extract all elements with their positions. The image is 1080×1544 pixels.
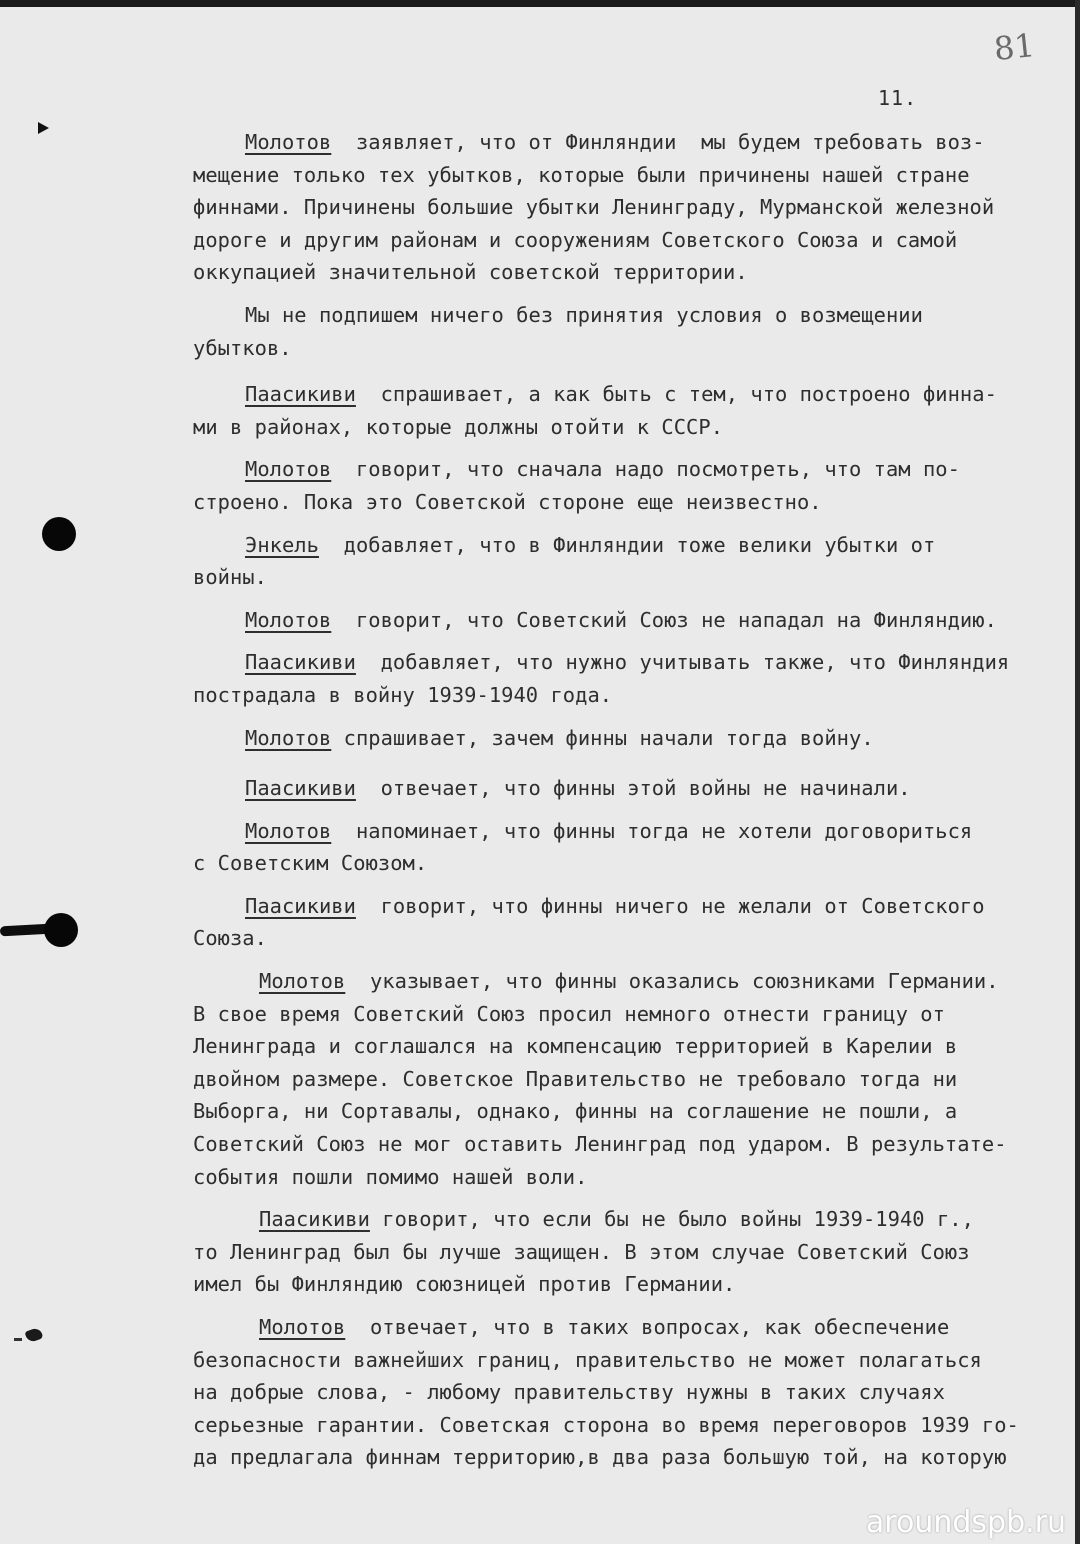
paragraph-gap xyxy=(193,594,1068,604)
line-text: двойном размере. Советское Правительство не требовало тогда ни xyxy=(193,1066,958,1091)
speaker-name: Молотов xyxy=(245,130,332,154)
site-watermark: aroundspb.ru xyxy=(865,1505,1066,1540)
text-line xyxy=(193,1236,1068,1269)
text-line xyxy=(193,378,1068,411)
text-line xyxy=(193,1095,1068,1128)
line-text: убытков. xyxy=(193,335,292,360)
paragraph-gap xyxy=(193,636,1068,646)
paragraph xyxy=(193,722,1068,755)
text-line xyxy=(193,679,1068,712)
text-line xyxy=(193,815,1068,848)
line-text: дороге и другим районам и сооружениям Советского Союза и самой xyxy=(193,227,958,252)
paragraph-gap xyxy=(193,712,1068,722)
text-line xyxy=(193,772,1068,805)
speaker-name: Паасикиви xyxy=(245,650,356,675)
text-line xyxy=(193,1203,1068,1236)
line-text: Выборга, ни Сортавалы, однако, финны на соглашение не пошли, а xyxy=(193,1099,958,1124)
line-text: войны. xyxy=(193,565,267,590)
line-text: с Советским Союзом. xyxy=(193,851,428,876)
line-text: говорит, что сначала надо посмотреть, что там по- xyxy=(331,457,960,482)
speaker-name: Молотов xyxy=(259,969,346,994)
text-line xyxy=(193,1409,1068,1442)
margin-ink-mark-tail xyxy=(14,1338,22,1341)
line-text: В свое время Советский Союз просил немного отнести границу от xyxy=(193,1001,945,1026)
text-line xyxy=(193,411,1068,444)
speaker-name: Молотов xyxy=(245,457,332,482)
paragraph xyxy=(193,529,1068,594)
text-line xyxy=(193,1161,1068,1194)
page-number: 11. xyxy=(878,86,918,110)
line-text: серьезные гарантии. Советская сторона во время переговоров 1939 го- xyxy=(193,1412,1019,1437)
text-line xyxy=(193,965,1068,998)
paragraph xyxy=(193,965,1068,1193)
text-line xyxy=(193,1441,1068,1474)
line-text: спрашивает, а как быть с тем, что построено финна- xyxy=(355,382,997,407)
line-text: да предлагала финнам территорию,в два раза большую той, на которую xyxy=(193,1445,1007,1470)
text-line xyxy=(193,646,1068,679)
line-text: имел бы Финляндию союзницей против Германии. xyxy=(193,1272,736,1297)
margin-tick-mark xyxy=(38,122,49,134)
text-line xyxy=(193,1268,1068,1301)
text-line xyxy=(193,604,1068,637)
paragraph-gap xyxy=(193,880,1068,890)
line-text: напоминает, что финны тогда не хотели договориться xyxy=(331,818,973,843)
paragraph-gap xyxy=(193,754,1068,772)
line-text: спрашивает, зачем финны начали тогда войну. xyxy=(331,725,874,750)
text-line xyxy=(193,299,1068,332)
speaker-name: Паасикиви xyxy=(259,1207,370,1232)
line-text: Советский Союз не мог оставить Ленинград под ударом. В результате- xyxy=(193,1132,1007,1157)
line-text: добавляет, что в Финляндии тоже велики убытки от xyxy=(318,532,936,557)
punch-hole-upper xyxy=(42,517,76,551)
text-line xyxy=(193,191,1068,224)
paragraph-gap xyxy=(193,364,1068,378)
paragraph-gap xyxy=(193,519,1068,529)
speaker-name: Паасикиви xyxy=(245,776,356,801)
scan-edge-top xyxy=(0,0,1080,7)
text-line xyxy=(193,1128,1068,1161)
speaker-name: Молотов xyxy=(245,818,332,843)
line-text: Мы не подпишем ничего без принятия условия о возмещении xyxy=(245,302,923,327)
text-line xyxy=(193,486,1068,519)
paragraph-gap xyxy=(193,1193,1068,1203)
speaker-name: Молотов xyxy=(245,725,332,750)
line-text: безопасности важнейших границ, правительство не может полагаться xyxy=(193,1347,982,1372)
margin-ink-mark xyxy=(24,1327,43,1344)
paragraph xyxy=(193,772,1068,805)
line-text: на добрые слова, - любому правительству нужны в таких случаях xyxy=(193,1380,945,1405)
text-line xyxy=(193,998,1068,1031)
line-text: финнами. Причинены большие убытки Ленинграду, Мурманской железной xyxy=(193,195,995,220)
line-text: заявляет, что от Финляндии мы будем требовать воз- xyxy=(331,130,985,154)
line-text: говорит, что если бы не было войны 1939-1940 г., xyxy=(369,1207,974,1232)
line-text: отвечает, что финны этой войны не начинали. xyxy=(355,776,911,801)
text-line xyxy=(193,1344,1068,1377)
text-line xyxy=(193,256,1068,289)
punch-hole-lower xyxy=(44,913,78,947)
speaker-name: Молотов xyxy=(259,1315,346,1339)
text-line xyxy=(193,847,1068,880)
line-text: то Ленинград был бы лучше защищен. В этом случае Советский Союз xyxy=(193,1239,970,1264)
line-text: говорит, что Советский Союз не нападал на Финляндию. xyxy=(331,607,997,632)
line-text: Союза. xyxy=(193,926,267,951)
paragraph-gap xyxy=(193,955,1068,965)
paragraph xyxy=(193,299,1068,364)
line-text: Ленинграда и соглашался на компенсацию территорией в Карелии в xyxy=(193,1034,958,1059)
paragraph xyxy=(193,378,1068,443)
paragraph xyxy=(193,1311,1068,1474)
text-line xyxy=(193,1376,1068,1409)
text-line xyxy=(193,1311,1068,1344)
line-text: добавляет, что нужно учитывать также, что Финляндия xyxy=(355,650,1010,675)
text-line xyxy=(193,332,1068,365)
paragraph xyxy=(193,604,1068,637)
text-line xyxy=(193,529,1068,562)
text-line xyxy=(193,453,1068,486)
paragraph xyxy=(193,1203,1068,1301)
paragraph-gap xyxy=(193,289,1068,299)
speaker-name: Молотов xyxy=(245,607,332,632)
line-text: ми в районах, которые должны отойти к СССР. xyxy=(193,414,724,439)
text-line xyxy=(193,561,1068,594)
line-text: отвечает, что в таких вопросах, как обеспечение xyxy=(345,1315,950,1339)
line-text: мещение только тех убытков, которые были причинены нашей стране xyxy=(193,162,970,187)
line-text: указывает, что финны оказались союзниками Германии. xyxy=(345,969,999,994)
speaker-name: Паасикиви xyxy=(245,382,356,407)
paragraph-gap xyxy=(193,443,1068,453)
text-line xyxy=(193,1030,1068,1063)
paragraph xyxy=(193,126,1068,289)
line-text: строено. Пока это Советской стороне еще неизвестно. xyxy=(193,489,822,514)
speaker-name: Энкель xyxy=(245,532,319,557)
paragraph-gap xyxy=(193,805,1068,815)
paragraph xyxy=(193,890,1068,955)
typewritten-text xyxy=(193,126,1068,1474)
paragraph xyxy=(193,815,1068,880)
paragraph-gap xyxy=(193,1301,1068,1311)
line-text: говорит, что финны ничего не желали от Советского xyxy=(355,893,985,918)
line-text: события пошли помимо нашей воли. xyxy=(193,1164,588,1189)
text-line xyxy=(193,1063,1068,1096)
paragraph xyxy=(193,646,1068,711)
text-line xyxy=(193,722,1068,755)
line-text: пострадала в войну 1939-1940 года. xyxy=(193,682,613,707)
text-line xyxy=(193,890,1068,923)
scan-edge-right xyxy=(1075,0,1080,1544)
line-text: оккупацией значительной советской территории. xyxy=(193,260,748,285)
text-line xyxy=(193,159,1068,192)
text-line xyxy=(193,224,1068,257)
paragraph xyxy=(193,453,1068,518)
archive-folio-mark: 81 xyxy=(992,25,1037,69)
text-line xyxy=(193,126,1068,159)
speaker-name: Паасикиви xyxy=(245,893,356,918)
text-line xyxy=(193,922,1068,955)
